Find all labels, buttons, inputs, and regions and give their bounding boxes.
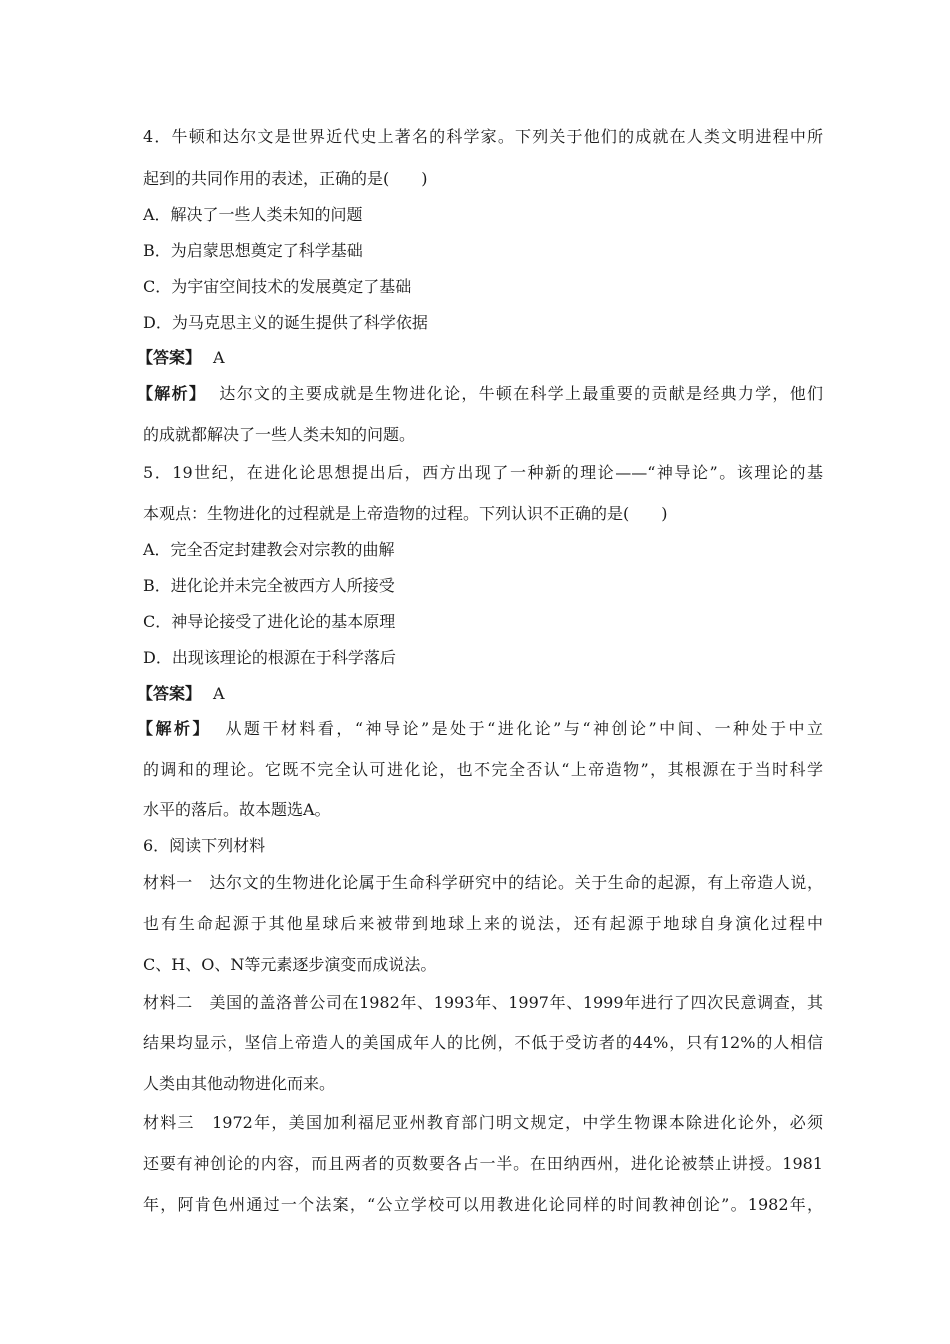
q4-stem-line2: 起到的共同作用的表述，正确的是( )	[143, 169, 428, 188]
q5-option-c: C．神导论接受了进化论的基本原理	[143, 612, 396, 631]
q6-material3-line2: 还要有神创论的内容，而且两者的页数要各占一半。在田纳西州，进化论被禁止讲授。1981	[143, 1154, 823, 1173]
q5-option-b: B．进化论并未完全被西方人所接受	[143, 576, 395, 595]
q4-analysis-line2: 的成就都解决了一些人类未知的问题。	[143, 425, 416, 444]
q6-material1-line1: 材料一 达尔文的生物进化论属于生命科学研究中的结论。关于生命的起源，有上帝造人说，	[143, 873, 823, 892]
q5-option-d: D．出现该理论的根源在于科学落后	[143, 648, 396, 667]
q5-answer-tag: 【答案】	[137, 684, 202, 703]
q5-stem-line1: 5．19世纪，在进化论思想提出后，西方出现了一种新的理论——“神导论”。该理论的基	[143, 463, 823, 482]
q6-material2-line1: 材料二 美国的盖洛普公司在1982年、1993年、1997年、1999年进行了四次民意调查，其	[143, 993, 823, 1012]
q5-answer	[137, 684, 817, 704]
q6-material2-line2: 结果均显示，坚信上帝造人的美国成年人的比例，不低于受访者的44%，只有12%的人相信	[143, 1033, 823, 1052]
q4-option-c: C．为宇宙空间技术的发展奠定了基础	[143, 277, 412, 296]
q4-option-b: B．为启蒙思想奠定了科学基础	[143, 241, 363, 260]
q4-answer-tag: 【答案】	[137, 348, 202, 367]
q5-analysis-text1: 从题干材料看，“神导论”是处于“进化论”与“神创论”中间、一种处于中立	[222, 719, 823, 738]
q4-stem-line1: 4．牛顿和达尔文是世界近代史上著名的科学家。下列关于他们的成就在人类文明进程中所	[143, 127, 823, 146]
q6-title: 6．阅读下列材料	[143, 836, 266, 855]
q5-option-a: A．完全否定封建教会对宗教的曲解	[143, 540, 395, 559]
q4-analysis-line1	[137, 384, 823, 404]
q4-answer	[137, 348, 817, 368]
q6-material2-line3: 人类由其他动物进化而来。	[143, 1074, 336, 1093]
q5-analysis-line1	[137, 719, 823, 739]
q5-analysis-line2: 的调和的理论。它既不完全认可进化论，也不完全否认“上帝造物”，其根源在于当时科学	[143, 760, 823, 779]
q6-material3-line1: 材料三 1972年，美国加利福尼亚州教育部门明文规定，中学生物课本除进化论外，必须	[143, 1113, 823, 1132]
q4-analysis-text1: 达尔文的主要成就是生物进化论，牛顿在科学上最重要的贡献是经典力学，他们	[218, 384, 823, 403]
q6-material1-line3: C、H、O、N等元素逐步演变而成说法。	[143, 955, 437, 974]
q5-analysis-line3: 水平的落后。故本题选A。	[143, 800, 331, 819]
q5-answer-value: A	[213, 684, 225, 703]
q4-option-d: D．为马克思主义的诞生提供了科学依据	[143, 313, 428, 332]
q6-material1-line2: 也有生命起源于其他星球后来被带到地球上来的说法，还有起源于地球自身演化过程中	[143, 914, 823, 933]
q4-option-a: A．解决了一些人类未知的问题	[143, 205, 363, 224]
q6-material3-line3: 年，阿肯色州通过一个法案，“公立学校可以用教进化论同样的时间教神创论”。1982年，	[143, 1195, 823, 1214]
q5-stem-line2: 本观点：生物进化的过程就是上帝造物的过程。下列认识不正确的是( )	[143, 504, 668, 523]
q5-analysis-tag: 【解析】	[137, 719, 211, 738]
q4-analysis-tag: 【解析】	[137, 384, 207, 403]
q4-answer-value: A	[213, 348, 225, 367]
